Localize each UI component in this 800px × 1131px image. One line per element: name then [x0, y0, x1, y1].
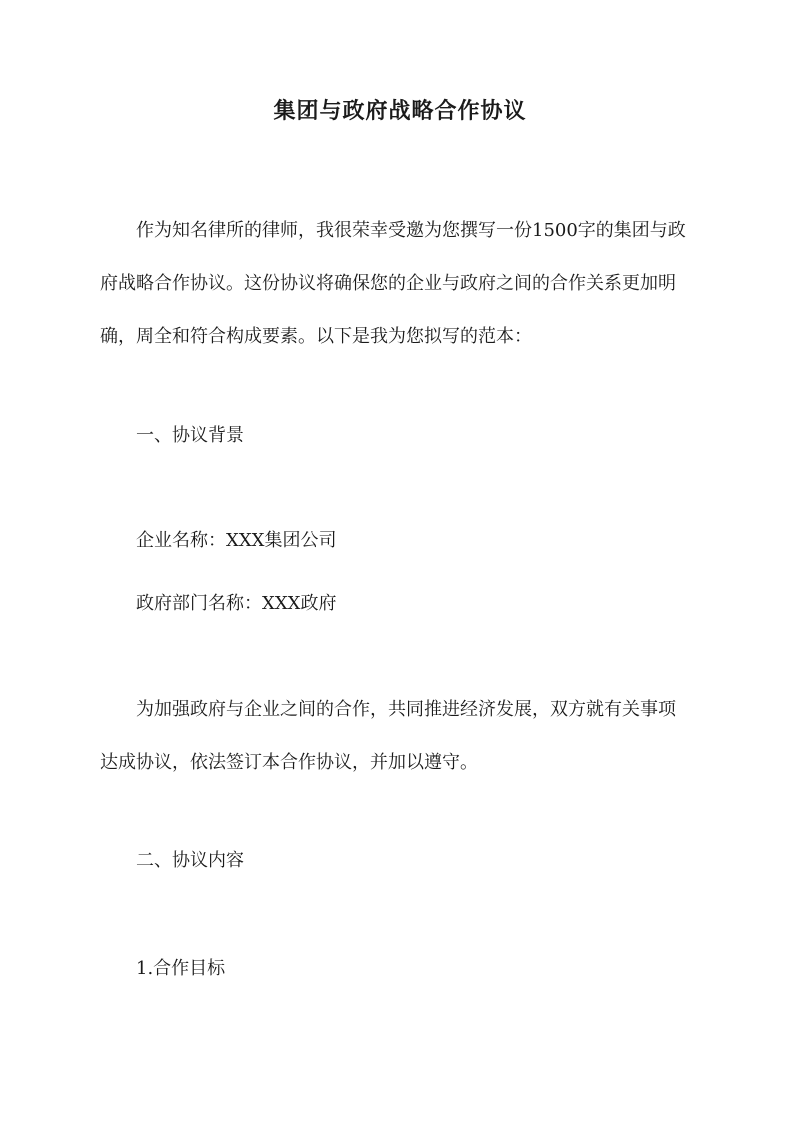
intro-line-1: 作为知名律所的律师，我很荣幸受邀为您撰写一份1500字的集团与政 [136, 220, 686, 241]
company-name-line: 企业名称：XXX集团公司 [136, 530, 337, 551]
subsection-1-heading: 1.合作目标 [136, 958, 226, 979]
intro-paragraph [100, 204, 721, 363]
government-name-line: 政府部门名称：XXX政府 [136, 593, 337, 614]
purpose-line-2: 达成协议，依法签订本合作协议，并加以遵守。 [100, 752, 478, 773]
purpose-line-1: 为加强政府与企业之间的合作，共同推进经济发展，双方就有关事项 [136, 699, 676, 720]
intro-line-3: 确，周全和符合构成要素。以下是我为您拟写的范本： [100, 326, 532, 347]
intro-line-2: 府战略合作协议。这份协议将确保您的企业与政府之间的合作关系更加明 [100, 273, 676, 294]
purpose-paragraph [100, 683, 721, 789]
section-1-heading: 一、协议背景 [136, 425, 244, 446]
document-title: 集团与政府战略合作协议 [273, 98, 527, 124]
section-2-heading: 二、协议内容 [136, 850, 244, 871]
